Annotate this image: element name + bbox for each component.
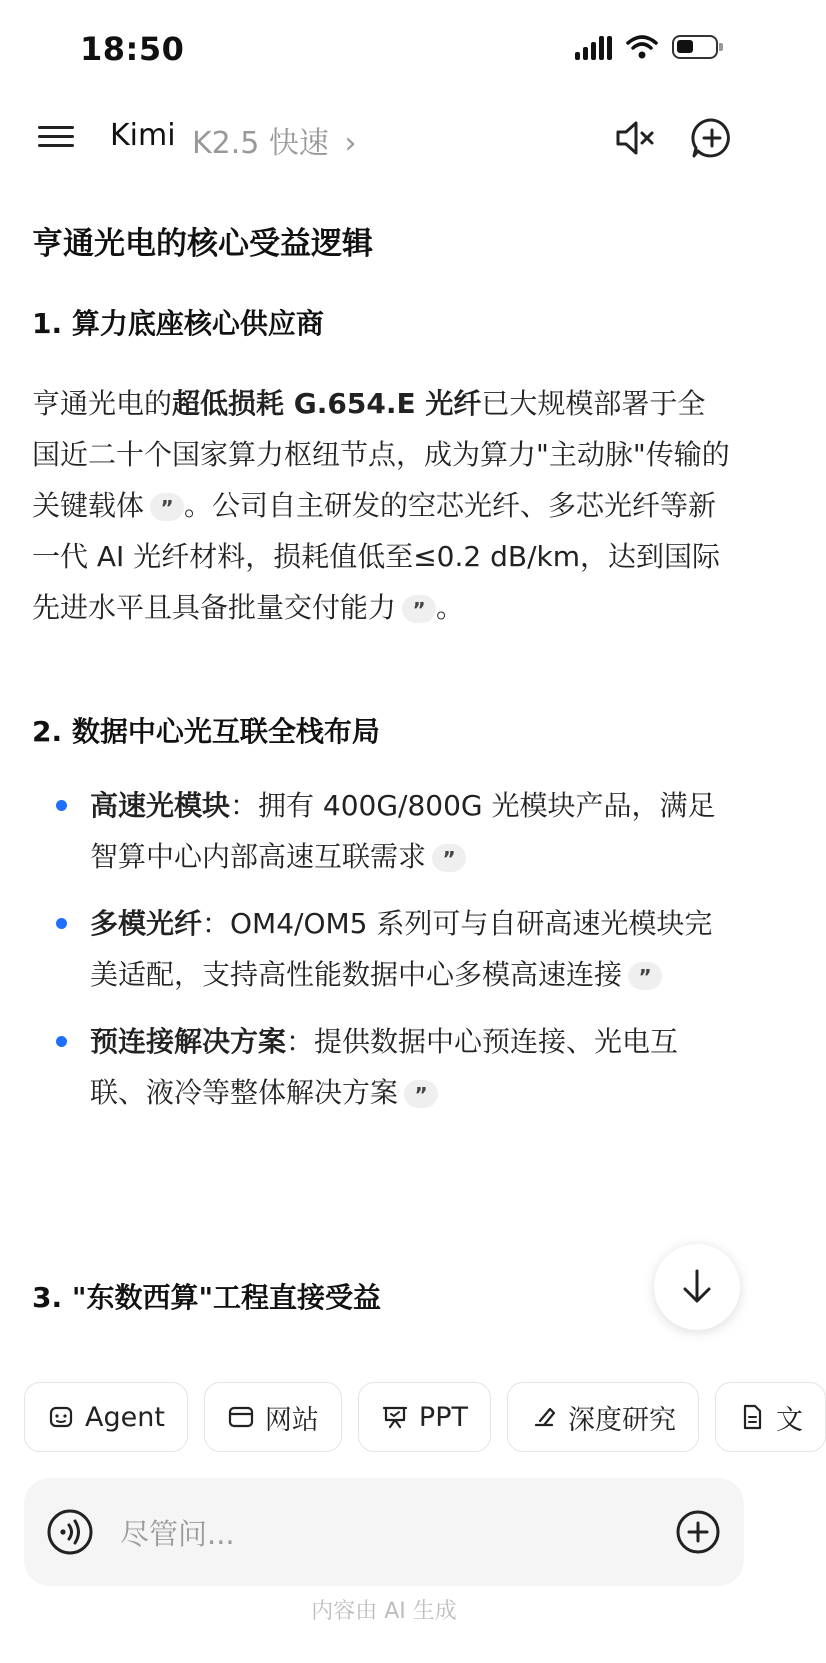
message-input[interactable]: 尽管问... xyxy=(120,1517,235,1551)
section-heading-1: 1. 算力底座核心供应商 xyxy=(32,307,324,340)
list-item: 多模光纤：OM4/OM5 系列可与自研高速光模块完美适配，支持高性能数据中心多模高速连接 ” xyxy=(32,898,732,1000)
bullet-icon xyxy=(56,800,67,811)
menu-icon xyxy=(38,126,74,129)
chip-ppt[interactable]: PPT xyxy=(358,1382,491,1452)
section-heading-3: 3. "东数西算"工程直接受益 xyxy=(32,1281,382,1314)
new-chat-icon xyxy=(688,114,736,162)
model-selector[interactable] xyxy=(192,118,356,162)
citation-icon[interactable]: ” xyxy=(402,595,436,623)
chip-deep-research[interactable]: 深度研究 xyxy=(507,1382,699,1452)
chip-website[interactable]: 网站 xyxy=(204,1382,342,1452)
section-1-paragraph: 亨通光电的超低损耗 G.654.E 光纤已大规模部署于全国近二十个国家算力枢纽节点，成为算力"主动脉"传输的关键载体 ” 。公司自主研发的空芯光纤、多芯光纤等新一代 AI 光纤材料，损耗值低至≤0.2 dB/km，达到国际先进水平且具备批量交付能力 ” 。 xyxy=(32,387,730,624)
chevron-right-icon: › xyxy=(344,126,357,161)
wifi-icon xyxy=(626,34,658,60)
list-item: 预连接解决方案：提供数据中心预连接、光电互联、液冷等整体解决方案 ” xyxy=(32,1016,732,1118)
presentation-icon xyxy=(381,1403,409,1431)
response-title: 亨通光电的核心受益逻辑 xyxy=(32,226,373,262)
message-input-bar xyxy=(24,1478,744,1586)
top-nav xyxy=(0,100,768,180)
model-label: K2.5 快速 xyxy=(192,126,329,161)
citation-icon[interactable]: ” xyxy=(404,1080,438,1108)
voice-icon xyxy=(46,1508,94,1556)
bullet-icon xyxy=(56,1036,67,1047)
menu-button[interactable] xyxy=(38,120,74,156)
bullet-icon xyxy=(56,918,67,929)
signal-icon xyxy=(575,34,612,60)
plus-circle-icon xyxy=(674,1508,722,1556)
browser-icon xyxy=(227,1403,255,1431)
section-heading-2: 2. 数据中心光互联全栈布局 xyxy=(32,715,380,748)
status-time: 18:50 xyxy=(80,30,185,68)
status-icons xyxy=(575,34,718,60)
mute-button[interactable] xyxy=(610,114,658,162)
arrow-down-icon xyxy=(679,1267,715,1307)
ai-disclaimer: 内容由 AI 生成 xyxy=(311,1599,457,1624)
speaker-muted-icon xyxy=(610,114,658,162)
robot-icon xyxy=(47,1403,75,1431)
list-item: 高速光模块：拥有 400G/800G 光模块产品，满足智算中心内部高速互联需求 ” xyxy=(32,780,732,882)
research-icon xyxy=(530,1403,558,1431)
add-attachment-button[interactable] xyxy=(674,1508,722,1556)
citation-icon[interactable]: ” xyxy=(432,844,466,872)
chip-document[interactable]: 文 xyxy=(715,1382,826,1452)
document-icon xyxy=(738,1403,766,1431)
section-2-list xyxy=(32,780,732,1118)
chat-response xyxy=(32,200,732,1314)
status-bar xyxy=(0,0,768,100)
citation-icon[interactable]: ” xyxy=(150,493,184,521)
quick-actions xyxy=(24,1382,803,1454)
battery-icon xyxy=(672,35,718,59)
highlight-fiber: 超低损耗 G.654.E 光纤 xyxy=(172,387,482,420)
scroll-down-button[interactable] xyxy=(654,1244,740,1330)
voice-button[interactable] xyxy=(46,1508,94,1556)
app-title: Kimi xyxy=(110,118,176,153)
citation-icon[interactable]: ” xyxy=(628,962,662,990)
chip-agent[interactable]: Agent xyxy=(24,1382,188,1452)
new-chat-button[interactable] xyxy=(688,114,736,162)
